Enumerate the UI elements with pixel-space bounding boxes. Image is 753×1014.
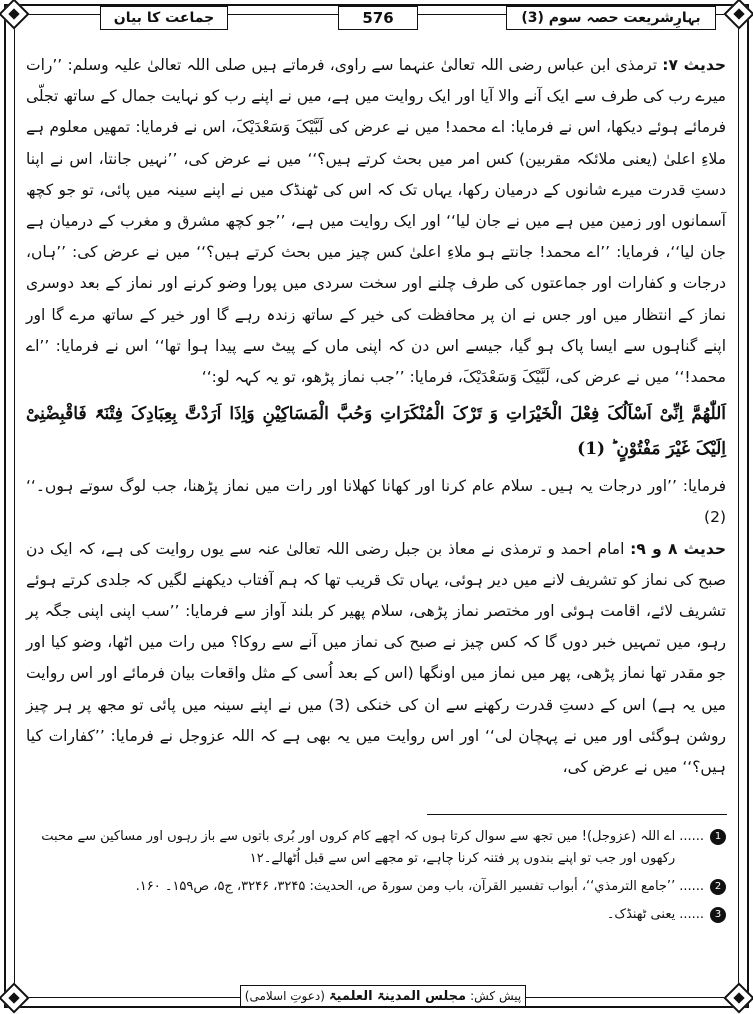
after-dua-text: فرمایا: ’’اور درجات یہ ہیں۔ سلام عام کرنا اور کھانا کھلانا اور رات میں نماز پڑھنا، جب لوگ سوتے ہوں۔‘‘ (2) bbox=[26, 477, 726, 527]
footnote-number-2: 2 bbox=[710, 879, 726, 895]
hadith-8-9-label: حدیث ۸ و ۹: bbox=[630, 539, 726, 558]
footer-organization: مجلس المدینۃ العلمیۃ bbox=[328, 988, 467, 1004]
publisher-footer bbox=[240, 985, 526, 1007]
dua-arabic: اَللّٰھُمَّ اِنِّیْ اَسْاَلُکَ فِعْلَ الْخَیْرَاتِ وَ تَرْکَ الْمُنْکَرَاتِ وَحُبَّ الْمَسَاکِیْنِ وَاِذَا اَرَدْتَّ بِعِبَادِکَ فِتْنَۃً فَاقْبِضْنِیْ اِلَیْکَ غَیْرَ مَفْتُوْنٍ ؕ (1) bbox=[26, 404, 726, 460]
footnote-text-2: ’’جامع الترمذي‘‘، أبواب تفسیر القرآن، باب ومن سورۃ ص، الحدیث: ۳۲۴۵، ۳۲۴۶، ج۵، ص۱۵۹۔ ۱۶۰. bbox=[135, 879, 676, 894]
footnote-number-3: 3 bbox=[710, 907, 726, 923]
hadith-7-paragraph bbox=[26, 50, 726, 393]
footnote-number-1: 1 bbox=[710, 829, 726, 845]
header-chapter-title: جماعت کا بیان bbox=[100, 6, 228, 30]
footer-prefix: پیش کش: bbox=[470, 989, 522, 1003]
footnote-2 bbox=[26, 876, 726, 898]
footnote-leader-2: ...... bbox=[679, 879, 704, 894]
footnote-separator bbox=[427, 814, 727, 815]
footnote-leader-3: ...... bbox=[679, 907, 704, 922]
header-book-title: بہارِشریعت حصہ سوم (3) bbox=[506, 6, 716, 30]
footnote-leader-1: ...... bbox=[679, 829, 704, 844]
footnotes bbox=[26, 826, 726, 932]
hadith-8-9-paragraph bbox=[26, 534, 726, 784]
footnote-text-3: یعنی ٹھنڈک۔ bbox=[606, 907, 676, 922]
footnote-1 bbox=[26, 826, 726, 870]
hadith-7-label: حدیث ۷: bbox=[662, 56, 726, 74]
footnote-3 bbox=[26, 904, 726, 926]
main-text bbox=[26, 50, 726, 783]
hadith-7-text: ترمذی ابن عباس رضی اللہ تعالیٰ عنہما سے راوی، فرماتے ہیں صلی اللہ تعالیٰ علیہ وسلم: ’’رات میرے رب کی طرف سے ایک آنے والا آیا اور ایک روایت میں ہے، میں نے اپنے رب کو نہایت جمال کے ساتھ تجلّی فرمائے ہوئے دیکھا، اس نے فرمایا: اے محمد! میں نے عرض کی لَبَّیْکَ وَسَعْدَیْکَ، اس نے فرمایا: تمھیں معلوم ہے ملاءِ اعلیٰ (یعنی ملائکہ مقربین) کس امر میں بحث کرتے ہیں؟‘‘ میں نے عرض کی، ’’نہیں جانتا، اس نے اپنا دستِ قدرت میرے شانوں کے درمیان رکھا، یہاں تک کہ اس کی ٹھنڈک میں نے اپنے سینہ میں پائی، تو جو کچھ آسمانوں اور زمین میں ہے میں نے جان لیا‘‘ اور ایک روایت میں ہے، ’’جو کچھ مشرق و مغرب کے درمیان ہے جان لیا‘‘، فرمایا: ’’اے محمد! جانتے ہو ملاءِ اعلیٰ کس چیز میں بحث کرتے ہیں؟‘‘ میں نے عرض کی: ’’ہاں، درجات و کفارات اور جماعتوں کی طرف چلنے اور سخت سردی میں پورا وضو کرنے اور نماز کے بعد دوسری نماز کے انتظار میں اور جس نے ان پر محافظت کی خیر کے ساتھ زندہ رہے گا اور خیر کے ساتھ مرے گا اور اپنے گناہوں سے ایسا پاک ہو گیا، جیسے اس دن کہ اپنی ماں کے پیٹ سے پیدا ہوا تھا‘‘ اس نے فرمایا: ’’اے محمد!‘‘ میں نے عرض کی، لَبَّیْکَ وَسَعْدَیْکَ، فرمایا: ’’جب نماز پڑھو، تو یہ کہہ لو:‘‘ bbox=[26, 56, 726, 387]
page-number: 576 bbox=[338, 6, 418, 30]
footnote-text-1: اے اللہ (عزوجل)! میں تجھ سے سوال کرتا ہوں کہ اچھے کام کروں اور بُری باتوں سے باز رہوں اور مساکین سے محبت رکھوں اور جب تو اپنے بندوں پر فتنہ کرنا چاہے، تو مجھے اس سے قبل اُٹھالے۔۱۲ bbox=[41, 829, 676, 866]
footer-suffix: (دعوتِ اسلامی) bbox=[244, 989, 325, 1003]
hadith-8-9-text: امام احمد و ترمذی نے معاذ بن جبل رضی اللہ تعالیٰ عنہ سے یوں روایت کی ہے، کہ ایک دن صبح کی نماز کو تشریف لانے میں دیر ہوئی، یہاں تک قریب تھا کہ ہم آفتاب دیکھنے لگیں کہ جلدی کرتے ہوئے تشریف لائے، اقامت ہوئی اور مختصر نماز پڑھی، سلام پھیر کر بلند آواز سے فرمایا: ’’سب اپنی اپنی جگہ پر رہو، میں تمہیں خبر دوں گا کہ کس چیز نے صبح کی نماز میں آنے سے روکا؟ میں رات میں اٹھا، وضو کیا اور جو مقدر تھا نماز پڑھی، پھر میں نماز میں اونگھا (اس کے بعد اُسی کے مثل واقعات بیان فرمائے اور اس روایت میں یہ ہے) اس کے دستِ قدرت رکھنے سے ان کی خنکی (3) میں نے اپنے سینہ میں پائی تو مجھ پر ہر چیز روشن ہوگئی اور میں نے پہچان لی‘‘ اور اس روایت میں یہ بھی ہے کہ اللہ عزوجل نے فرمایا: ’’کفارات کیا ہیں؟‘‘ میں نے عرض کی، bbox=[26, 539, 726, 777]
